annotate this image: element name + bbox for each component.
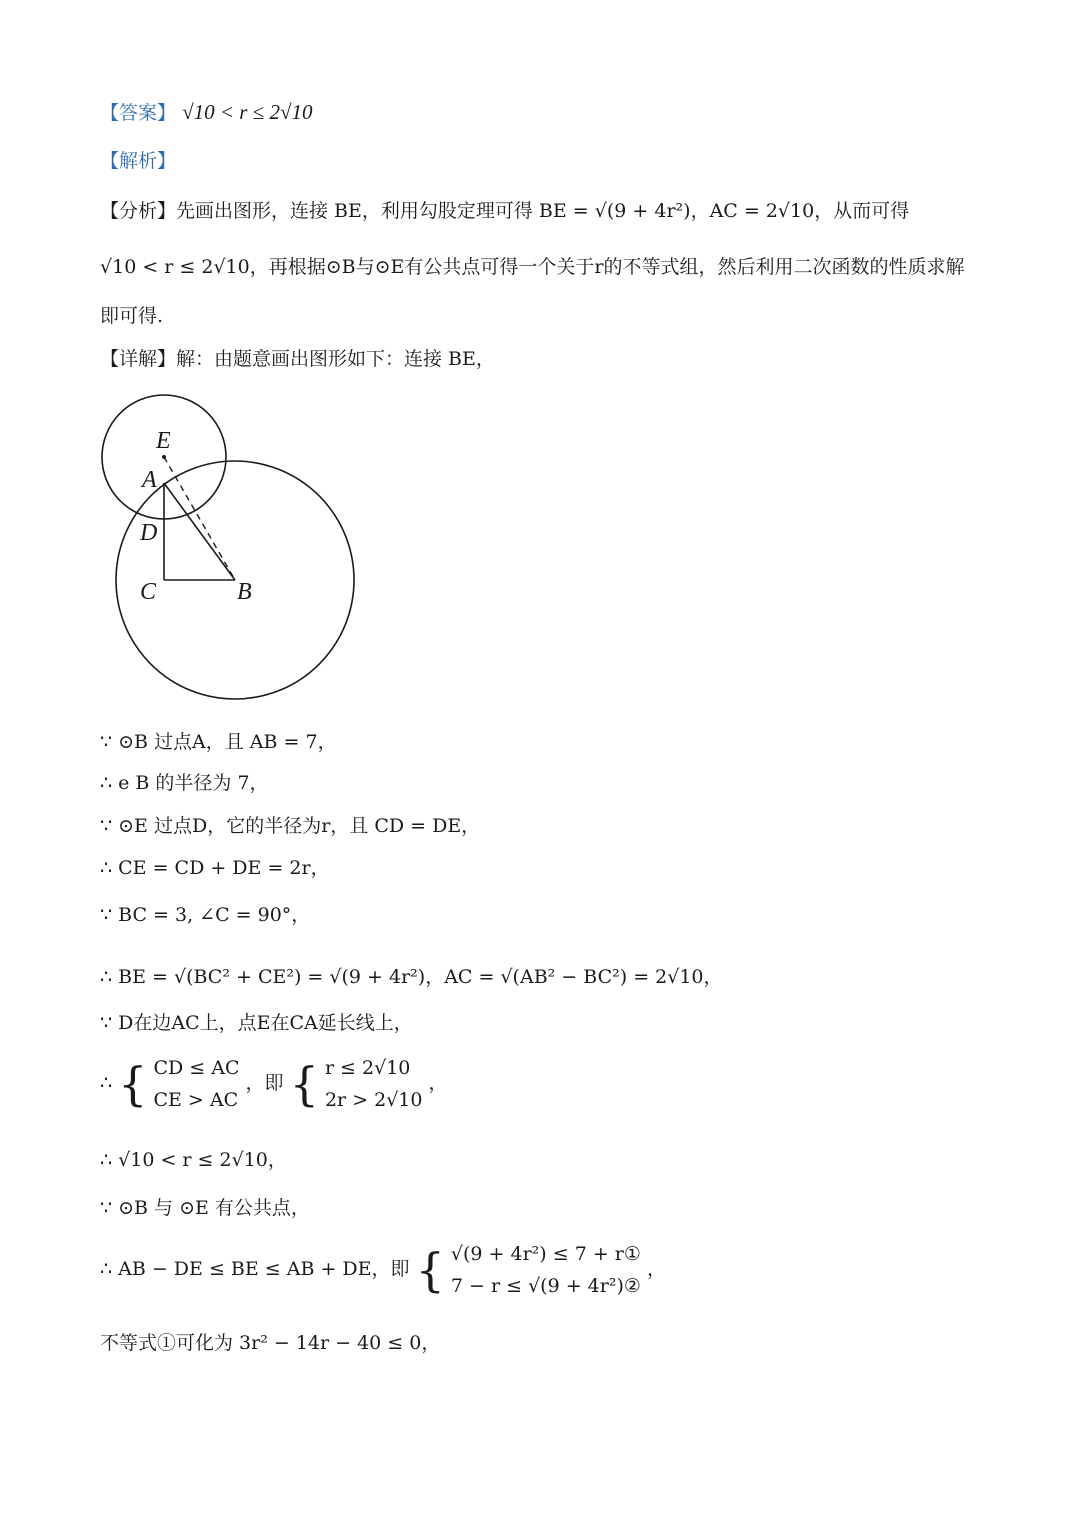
- label-c: C: [140, 579, 157, 605]
- inequality-system-1: [100, 1052, 448, 1116]
- geometry-figure: [95, 388, 365, 708]
- system1-left-brace: {: [118, 1057, 148, 1111]
- last-line: 不等式①可化为 3r² − 14r − 40 ≤ 0，: [100, 1332, 441, 1354]
- system1-suffix: ，: [428, 1072, 448, 1094]
- xiangjie-tag: 【详解】: [100, 348, 177, 370]
- system2-prefix: ∴ AB − DE ≤ BE ≤ AB + DE，即: [100, 1258, 410, 1280]
- answer-line: [100, 97, 312, 128]
- step-4: ∴ CE = CD + DE = 2r，: [100, 857, 330, 879]
- detail-line: [100, 344, 495, 374]
- step-common-point: ∵ ⊙B 与 ⊙E 有公共点，: [100, 1197, 310, 1219]
- analysis-line-1: [100, 196, 909, 226]
- system2-stack: [451, 1238, 641, 1302]
- system1-mid: ，即: [245, 1072, 284, 1094]
- analysis-tag: 【解析】: [100, 150, 177, 172]
- step-2: ∴ e B 的半径为 7，: [100, 772, 269, 794]
- system1-right-stack: [325, 1052, 423, 1116]
- step-7: ∵ D在边AC上，点E在CA延长线上，: [100, 1012, 413, 1034]
- step-after-system-1: ∴ √10 < r ≤ 2√10，: [100, 1149, 287, 1171]
- xiangjie-text: 解：由题意画出图形如下：连接 BE，: [176, 348, 495, 370]
- system1-right-row-1: r ≤ 2√10: [324, 1057, 411, 1079]
- label-a: A: [142, 467, 157, 493]
- system2-row-1: √(9 + 4r²) ≤ 7 + r①: [450, 1243, 641, 1265]
- segment-ab: [164, 483, 235, 580]
- label-e: E: [156, 428, 171, 454]
- fenxi-text-1: 先画出图形，连接 BE，利用勾股定理可得 BE = √(9 + 4r²)，AC = 2√10，从而可得: [176, 200, 910, 222]
- system1-left-stack: [153, 1052, 239, 1116]
- answer-tag: 【答案】: [100, 102, 177, 124]
- label-b: B: [237, 579, 252, 605]
- system2-row-2: 7 − r ≤ √(9 + 4r²)②: [450, 1275, 641, 1297]
- label-d: D: [140, 520, 158, 546]
- step-3: ∵ ⊙E 过点D，它的半径为r，且 CD = DE，: [100, 815, 481, 837]
- system1-right-brace: {: [289, 1057, 319, 1111]
- system1-left-row-1: CD ≤ AC: [153, 1057, 240, 1079]
- system1-prefix: ∴: [100, 1072, 113, 1094]
- system1-right-row-2: 2r > 2√10: [324, 1089, 423, 1111]
- system2-suffix: ，: [646, 1258, 666, 1280]
- inequality-system-2: [100, 1238, 666, 1302]
- analysis-line-3: 即可得.: [100, 305, 164, 327]
- step-6: ∴ BE = √(BC² + CE²) = √(9 + 4r²)，AC = √(AB² − BC²) = 2√10，: [100, 966, 723, 988]
- answer-formula: √10 < r ≤ 2√10: [182, 100, 313, 124]
- step-5: ∵ BC = 3, ∠C = 90°，: [100, 904, 311, 926]
- step-1: ∵ ⊙B 过点A，且 AB = 7，: [100, 731, 337, 753]
- system1-left-row-2: CE > AC: [153, 1089, 239, 1111]
- system2-brace: {: [415, 1243, 445, 1297]
- analysis-line-2: √10 < r ≤ 2√10，再根据⊙B与⊙E有公共点可得一个关于r的不等式组，然后利用二次函数的性质求解: [100, 256, 965, 278]
- point-e: [162, 455, 166, 459]
- fenxi-tag: 【分析】: [100, 200, 177, 222]
